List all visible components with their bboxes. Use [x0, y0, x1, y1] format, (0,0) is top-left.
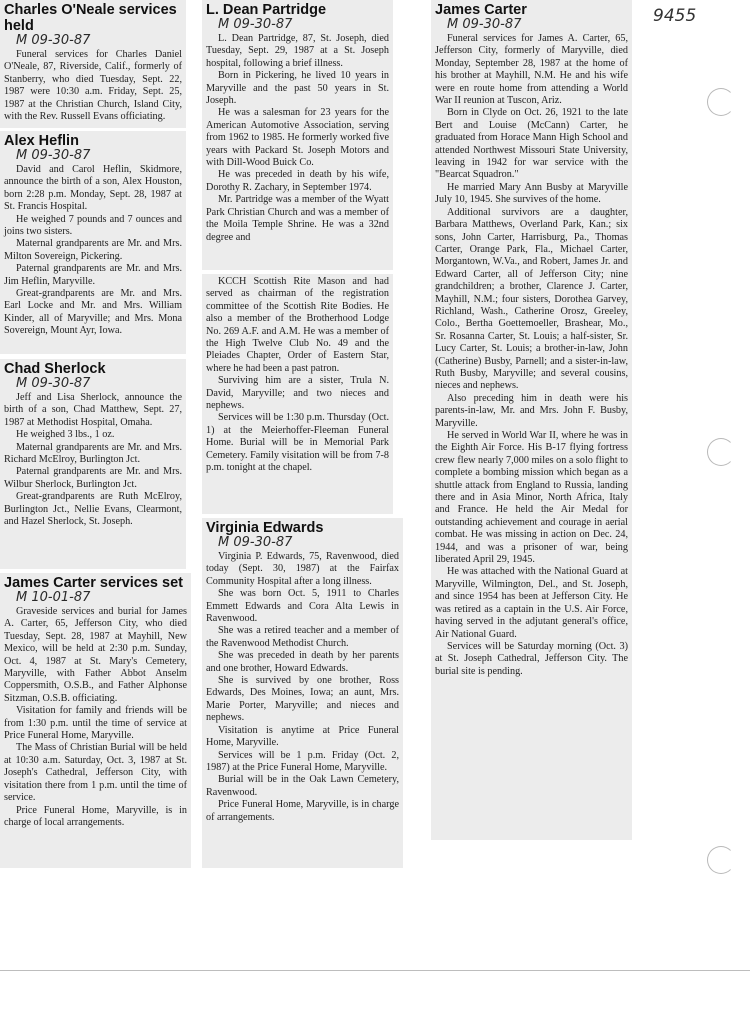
paragraph: Virginia P. Edwards, 75, Ravenwood, died today (Sept. 30, 1987) at the Fairfax Community Hospital after a long illness. — [206, 551, 399, 587]
paragraph: Mr. Partridge was a member of the Wyatt Park Christian Church and was a member of the Moila Temple Shrine. He was a 32nd degree and — [206, 194, 389, 243]
headline: Alex Heflin — [4, 133, 79, 149]
paragraph: Price Funeral Home, Maryville, is in charge of local arrangements. — [4, 804, 187, 828]
page-number: 9455 — [653, 6, 697, 26]
paragraph: L. Dean Partridge, 87, St. Joseph, died Tuesday, Sept. 29, 1987 at a St. Joseph hospital, following a brief illness. — [206, 33, 389, 69]
paragraph: Maternal grandparents are Mr. and Mrs. Milton Sovereign, Pickering. — [4, 238, 182, 262]
paragraph: Services will be 1 p.m. Friday (Oct. 2, 1987) at the Price Funeral Home, Maryville. — [206, 749, 399, 773]
article-body — [206, 551, 399, 824]
article-body — [4, 392, 182, 528]
paragraph: Born in Clyde on Oct. 26, 1921 to the late Bert and Louise (McCann) Carter, he graduated from Horace Mann High School and attended Northwest Missouri State University, leaving in 1942 for war service with the "Bearcat Squadron." — [435, 107, 628, 181]
clipping-sherlock — [0, 359, 186, 569]
clipping-heflin — [0, 131, 186, 354]
article-body — [206, 33, 389, 244]
paragraph: She is survived by one brother, Ross Edwards, Des Moines, Iowa; an aunt, Mrs. Marie Porter, Maryville; and nieces and nephews. — [206, 675, 399, 724]
headline: Virginia Edwards — [206, 520, 324, 536]
article-body — [435, 33, 628, 678]
paragraph: He weighed 7 pounds and 7 ounces and joins two sisters. — [4, 213, 182, 238]
paragraph: Additional survivors are a daughter, Barbara Matthews, Overland Park, Kan.; six sons, John Carter, Harrisburg, Pa., Thomas Carter, Orange Park, Fla., Michael Carter, Morgantown, W.Va., and Robert, James Jr. and Edward Carter, all of Jefferson City; nine grandchildren; a brother, Clarence J. Carter, Mayhill, N.M.; four sisters, Dorothea Garvey, Richland, Wash., Catherine Orosz, Greeley, Colo., Bertha Goettemoeller, Brashear, Mo., Sr. Rosanna Carter, St. Louis; a half-sister, Sr. Lucy Carter, St. Louis; a brother-in-law, John (Catherine) Busby, Parnell; and a sister-in-law, Ruth Busby, Maryville; and several cousins, nieces and nephews. — [435, 206, 628, 392]
clipping-oneale — [0, 0, 186, 128]
paragraph: Burial will be in the Oak Lawn Cemetery, Ravenwood. — [206, 774, 399, 798]
paragraph: Paternal grandparents are Mr. and Mrs. Wilbur Sherlock, Burlington Jct. — [4, 466, 182, 490]
paragraph: Services will be Saturday morning (Oct. 3) at St. Joseph Cathedral, Jefferson City. The burial site is pending. — [435, 640, 628, 677]
paragraph: Also preceding him in death were his parents-in-law, Mr. and Mrs. John F. Busby, Maryville. — [435, 392, 628, 429]
headline: James Carter services set — [4, 575, 183, 591]
article-body — [4, 606, 187, 829]
paragraph: He was a salesman for 23 years for the American Automotive Association, serving from 1962 to 1985. He formerly worked five years with Packard St. Joseph Motors and with Dill-Wood Buick Co. — [206, 107, 389, 169]
handwritten-date: M 09-30-87 — [447, 17, 522, 32]
paragraph: He was preceded in death by his wife, Dorothy R. Zachary, in September 1974. — [206, 169, 389, 193]
paragraph: Funeral services for Charles Daniel O'Neale, 87, Riverside, Calif., formerly of Stanberry, who died Tuesday, Sept. 22, 1987 were 10:30 a.m. Friday, Sept. 25, 1987 at the Christian Church, Island City, with the Rev. Russell Evans officiating. — [4, 49, 182, 123]
paragraph: Price Funeral Home, Maryville, is in charge of arrangements. — [206, 799, 399, 823]
paragraph: She was born Oct. 5, 1911 to Charles Emmett Edwards and Cora Alta Lewis in Ravenwood. — [206, 588, 399, 625]
article-body — [4, 164, 182, 338]
handwritten-date: M 09-30-87 — [16, 376, 91, 391]
handwritten-date: M 09-30-87 — [218, 17, 293, 32]
handwritten-date: M 09-30-87 — [16, 33, 91, 48]
paragraph: Visitation is anytime at Price Funeral Home, Maryville. — [206, 724, 399, 749]
paragraph: Great-grandparents are Mr. and Mrs. Earl Locke and Mr. and Mrs. William Kinder, all of Maryville; and Mrs. Mona Sovereign, Mount Ayr, Iowa. — [4, 288, 182, 337]
clipping-carter — [431, 0, 632, 840]
punch-hole — [707, 846, 735, 874]
punch-hole — [707, 438, 735, 466]
handwritten-date: M 09-30-87 — [218, 535, 293, 550]
headline: L. Dean Partridge — [206, 2, 327, 18]
paragraph: KCCH Scottish Rite Mason and had served as chairman of the registration committee of the Scottish Rite Bodies. He also a member of the Brotherhood Lodge No. 269 A.F. and A.M. He was a member of the High Twelve Club No. 49 and the Pleiades Chapter, Order of Eastern Star, where he had been a past patron. — [206, 276, 389, 374]
article-body — [206, 276, 389, 475]
paragraph: He served in World War II, where he was in the Eighth Air Force. His B-17 flying fortress crew flew nearly 7,000 miles on a solo flight to complete a bombing mission which began as a shuttle attack from England to Russia, landing there and in Asia Minor, North Africa, Italy and France. He held the Air Medal for outstanding achievement and courage in aerial combat. He was missing in action on Dec. 24, 1944, and was a prisoner of war, being liberated April 29, 1945. — [435, 430, 628, 566]
paragraph: She was preceded in death by her parents and one brother, Howard Edwards. — [206, 650, 399, 674]
clipping-edwards — [202, 518, 403, 868]
paragraph: Visitation for family and friends will be from 1:30 p.m. until the time of service at Price Funeral Home, Maryville. — [4, 705, 187, 742]
paragraph: He married Mary Ann Busby at Maryville July 10, 1945. She survives of the home. — [435, 181, 628, 206]
clipping-carter-services-set — [0, 573, 191, 868]
clipping-partridge — [202, 0, 393, 270]
paragraph: Paternal grandparents are Mr. and Mrs. Jim Heflin, Maryville. — [4, 263, 182, 287]
headline: James Carter — [435, 2, 527, 18]
paragraph: Services will be 1:30 p.m. Thursday (Oct. 1) at the Meierhoffer-Fleeman Funeral Home. Burial will be in Memorial Park Cemetery. Family visitation will be from 7-8 p.m. tonight at the chapel. — [206, 412, 389, 474]
paragraph: He weighed 3 lbs., 1 oz. — [16, 429, 115, 441]
paragraph: The Mass of Christian Burial will be held at 10:30 a.m. Saturday, Oct. 3, 1987 at St. Joseph's Cathedral, Jefferson City, with visitation there from 1 p.m. until the time of service. — [4, 742, 187, 804]
paragraph: Born in Pickering, he lived 10 years in Maryville and the past 50 years in St. Joseph. — [206, 70, 389, 107]
headline: Chad Sherlock — [4, 361, 106, 377]
paragraph: Surviving him are a sister, Trula N. David, Maryville; and two nieces and nephews. — [206, 375, 389, 412]
paragraph: Jeff and Lisa Sherlock, announce the birth of a son, Chad Matthew, Sept. 27, 1987 at Methodist Hospital, Omaha. — [4, 392, 182, 428]
paragraph: Graveside services and burial for James A. Carter, 65, Jefferson City, who died Tuesday, Sept. 28, 1987 at Mayhill, New Mexico, will be held at 2:30 p.m. Sunday, Oct. 4, 1987 at St. Mary's Cemetery, Maryville, with Father Abbot Anselm Coppersmith, O.S.B., and Father Alphonse Sitzman, O.S.B. officiating. — [4, 606, 187, 704]
clipping-partridge-continued — [202, 274, 393, 514]
handwritten-date: M 10-01-87 — [16, 590, 91, 605]
paragraph: Maternal grandparents are Mr. and Mrs. Richard McElroy, Burlington Jct. — [4, 441, 182, 466]
punch-hole — [707, 88, 735, 116]
paragraph: David and Carol Heflin, Skidmore, announce the birth of a son, Alex Houston, born 2:28 p.m. Monday, Sept. 28, 1987 at St. Francis Hospital. — [4, 164, 182, 213]
article-body — [4, 49, 182, 123]
paragraph: He was attached with the National Guard at Maryville, Wilmington, Del., and St. Joseph, and since 1954 has been at Jefferson City. He was retired as a captain in the U.S. Air Force, having served in the adjutant general's office, Air National Guard. — [435, 566, 628, 640]
page-edge — [0, 970, 750, 971]
headline: Charles O'Neale services held — [4, 2, 177, 34]
paragraph: Great-grandparents are Ruth McElroy, Burlington Jct., Nellie Evans, Clearmont, and Hazel Sherlock, St. Joseph. — [4, 491, 182, 528]
paragraph: She was a retired teacher and a member of the Ravenwood Methodist Church. — [206, 625, 399, 649]
paragraph: Funeral services for James A. Carter, 65, Jefferson City, formerly of Maryville, died Monday, September 28, 1987 at the home of his brother at Mayhill, N.M. He and his wife were en route home from attending a World War II reunion at Tuscon, Ariz. — [435, 33, 628, 107]
handwritten-date: M 09-30-87 — [16, 148, 91, 163]
